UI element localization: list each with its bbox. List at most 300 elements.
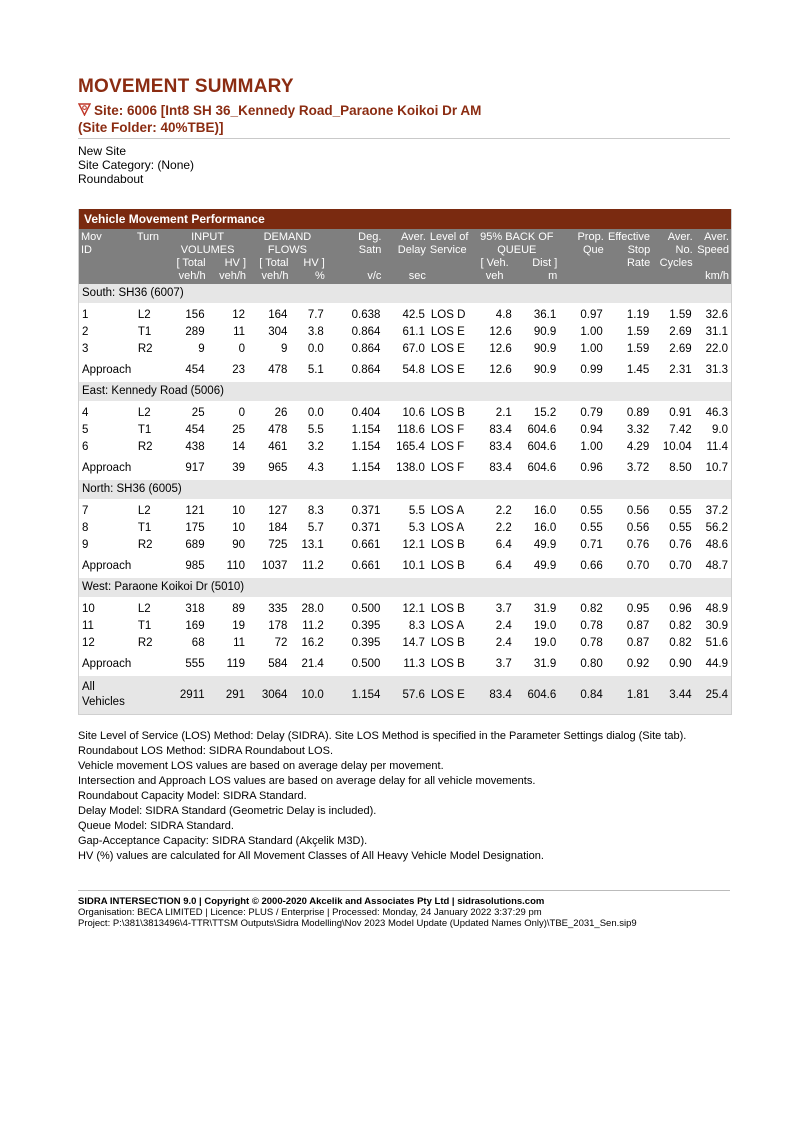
- table-cell: 0.87: [626, 620, 650, 632]
- table-cell: 68: [191, 637, 205, 649]
- approach-total-row: [79, 358, 731, 382]
- col-header: Level of: [428, 229, 474, 244]
- table-cell: 54.8: [402, 364, 425, 376]
- table-cell: LOS A: [430, 620, 465, 632]
- col-header: km/h: [695, 270, 731, 284]
- table-cell: 32.6: [705, 309, 728, 321]
- table-cell: 8.3: [307, 505, 324, 517]
- table-cell: 21.4: [301, 658, 324, 670]
- site-info-line: New Site: [78, 144, 127, 158]
- table-cell: 1037: [261, 560, 288, 572]
- table-cell: 61.1: [402, 326, 425, 338]
- table-cell: 2.31: [669, 364, 692, 376]
- table-cell: 0.0: [307, 343, 324, 355]
- table-cell: 1: [82, 309, 89, 321]
- table-cell: 1.45: [626, 364, 650, 376]
- table-cell: LOS B: [430, 407, 465, 419]
- table-cell: 16.0: [533, 505, 557, 517]
- table-cell: 44.9: [705, 658, 728, 670]
- col-header: Speed: [695, 244, 731, 257]
- table-cell: 3.32: [626, 424, 650, 436]
- table-cell: 83.4: [489, 441, 512, 453]
- table-cell: 12.6: [489, 343, 512, 355]
- table-cell: 3.8: [307, 326, 324, 338]
- table-cell: 72: [274, 637, 288, 649]
- table-cell: 3.72: [626, 462, 650, 474]
- table-cell: 10.04: [662, 441, 692, 453]
- table-cell: 0.371: [351, 505, 381, 517]
- table-cell: 438: [185, 441, 205, 453]
- table-cell: 9.0: [712, 424, 728, 436]
- table-cell: 2.4: [495, 637, 512, 649]
- table-cell: 6.4: [495, 560, 512, 572]
- col-header: veh: [474, 270, 514, 284]
- table-cell: 0.78: [580, 637, 603, 649]
- table-cell: R2: [137, 539, 153, 551]
- table-title: Vehicle Movement Performance: [79, 209, 731, 229]
- table-cell: 5: [82, 424, 89, 436]
- table-cell: 11: [82, 620, 94, 632]
- table-cell: 291: [208, 676, 248, 714]
- table-cell: Approach: [82, 560, 132, 572]
- table-cell: L2: [137, 603, 151, 615]
- table-cell: 478: [268, 364, 288, 376]
- table-cell: 16.0: [533, 522, 557, 534]
- table-row: [79, 537, 731, 554]
- table-cell: 0.661: [351, 539, 381, 551]
- approach-total-row: [79, 456, 731, 480]
- table-cell: 0.56: [626, 522, 650, 534]
- table-cell: 90.9: [533, 326, 557, 338]
- table-cell: 175: [185, 522, 205, 534]
- table-cell: 138.0: [396, 462, 425, 474]
- table-cell: 5.1: [307, 364, 324, 376]
- col-header: ID: [79, 244, 135, 257]
- table-cell: 0.864: [351, 326, 381, 338]
- table-row: [79, 635, 731, 652]
- roundabout-site-icon: [78, 103, 91, 120]
- table-cell: LOS F: [430, 424, 465, 436]
- col-header: FLOWS: [248, 244, 327, 257]
- table-cell: 8.3: [408, 620, 425, 632]
- table-cell: 0.70: [626, 560, 650, 572]
- table-cell: 0.84: [559, 676, 605, 714]
- table-cell: 0: [238, 407, 246, 419]
- table-cell: R2: [137, 637, 153, 649]
- table-cell: LOS B: [430, 637, 465, 649]
- table-cell: 0.864: [351, 343, 381, 355]
- table-cell: LOS B: [430, 603, 465, 615]
- table-cell: 57.6: [383, 676, 427, 714]
- site-folder: (Site Folder: 40%TBE)]: [78, 120, 224, 135]
- all-label-line: All: [82, 681, 95, 693]
- site-info-line: Roundabout: [78, 172, 144, 186]
- table-cell: 46.3: [705, 407, 728, 419]
- table-cell: 83.4: [474, 676, 514, 714]
- col-header: [428, 257, 474, 270]
- col-header: [79, 270, 135, 284]
- site-info: [78, 144, 730, 186]
- table-cell: 0.76: [669, 539, 692, 551]
- table-cell: 5.5: [307, 424, 324, 436]
- table-cell: 1.00: [580, 326, 603, 338]
- table-cell: LOS A: [430, 505, 465, 517]
- table-cell: 1.154: [351, 462, 381, 474]
- table-cell: 12: [82, 637, 95, 649]
- table-cell: 121: [185, 505, 205, 517]
- table-cell: [135, 652, 167, 676]
- col-header: Prop.: [559, 229, 605, 244]
- table-cell: LOS E: [430, 343, 465, 355]
- col-header: [383, 257, 427, 270]
- table-cell: 0.90: [669, 658, 692, 670]
- col-header: [135, 270, 167, 284]
- table-cell: 31.9: [533, 658, 557, 670]
- table-row: [79, 405, 731, 422]
- table-cell: 0.96: [580, 462, 603, 474]
- table-cell: 3.2: [307, 441, 324, 453]
- note-line: Delay Model: SIDRA Standard (Geometric Delay is included).: [78, 805, 377, 817]
- site-heading: [78, 103, 730, 136]
- col-header: Rate: [606, 257, 652, 270]
- table-cell: 11: [233, 326, 246, 338]
- col-header: [ Total: [248, 257, 290, 270]
- table-cell: 0.0: [307, 407, 324, 419]
- table-cell: 90.9: [533, 343, 557, 355]
- table-cell: 0.99: [580, 364, 603, 376]
- table-cell: [135, 358, 167, 382]
- table-cell: R2: [137, 343, 153, 355]
- table-cell: 8.50: [669, 462, 692, 474]
- approach-group-header: [79, 284, 731, 303]
- table-cell: 0.80: [580, 658, 603, 670]
- table-cell: 689: [185, 539, 205, 551]
- col-header: [559, 257, 605, 270]
- note-line: Roundabout Capacity Model: SIDRA Standard.: [78, 790, 307, 802]
- col-header: VOLUMES: [167, 244, 248, 257]
- col-header: veh/h: [167, 270, 207, 284]
- table-cell: 127: [268, 505, 288, 517]
- table-cell: 118.6: [396, 424, 425, 436]
- table-cell: 1.154: [327, 676, 384, 714]
- table-cell: 31.9: [533, 603, 557, 615]
- table-header: [79, 229, 731, 284]
- table-cell: 36.1: [533, 309, 557, 321]
- table-row: [79, 439, 731, 456]
- table-cell: 604.6: [515, 676, 559, 714]
- col-header: Effective: [606, 229, 652, 244]
- table-cell: 1.59: [626, 343, 650, 355]
- approach-name: West: Paraone Koikoi Dr (5010): [79, 578, 731, 597]
- table-row: [79, 324, 731, 341]
- col-header: veh/h: [248, 270, 290, 284]
- movement-table: [79, 229, 731, 714]
- table-cell: 10.7: [705, 462, 728, 474]
- table-cell: 169: [185, 620, 205, 632]
- table-cell: T1: [137, 424, 152, 436]
- table-cell: 15.2: [533, 407, 557, 419]
- table-cell: 26: [274, 407, 288, 419]
- col-header: No.: [652, 244, 694, 257]
- table-cell: 7: [82, 505, 89, 517]
- table-cell: 0.82: [580, 603, 603, 615]
- table-cell: 2.4: [495, 620, 512, 632]
- table-cell: 478: [268, 424, 288, 436]
- table-cell: 48.6: [705, 539, 728, 551]
- all-vehicles-row: [79, 676, 731, 714]
- table-cell: LOS B: [430, 539, 465, 551]
- table-cell: 0: [238, 343, 246, 355]
- table-cell: Approach: [82, 462, 132, 474]
- table-body: [79, 284, 731, 714]
- table-cell: 1.59: [626, 326, 650, 338]
- table-cell: 1.59: [669, 309, 692, 321]
- table-cell: 48.7: [705, 560, 728, 572]
- table-cell: 67.0: [402, 343, 425, 355]
- footer-organisation: Organisation: BECA LIMITED | Licence: PLUS / Enterprise | Processed: Monday, 24 January 2022 3:37:29 pm: [78, 907, 542, 918]
- table-cell: 0.500: [351, 603, 381, 615]
- col-header: 95% BACK OF: [474, 229, 559, 244]
- site-info-line: Site Category: (None): [78, 158, 195, 172]
- note-line: Queue Model: SIDRA Standard.: [78, 820, 234, 832]
- table-cell: 1.19: [626, 309, 650, 321]
- approach-name: North: SH36 (6005): [79, 480, 731, 499]
- table-cell: 11: [233, 637, 246, 649]
- table-cell: 12.1: [402, 603, 425, 615]
- table-cell: 965: [268, 462, 288, 474]
- approach-group-header: [79, 578, 731, 597]
- table-cell: 0.404: [351, 407, 381, 419]
- table-cell: 304: [268, 326, 288, 338]
- table-cell: 10.6: [402, 407, 425, 419]
- table-cell: 12.6: [489, 326, 512, 338]
- table-cell: 0.92: [626, 658, 650, 670]
- table-cell: 12: [232, 309, 246, 321]
- table-cell: 11.4: [706, 441, 728, 453]
- footer-project: Project: P:\381\3813496\4-TTR\TTSM Outputs\Sidra Modelling\Nov 2023 Model Update (Updated Names Only)\TBE_2031_Sen.sip9: [78, 918, 637, 929]
- col-header: [428, 270, 474, 284]
- approach-total-row: [79, 554, 731, 578]
- table-cell: 0.78: [580, 620, 603, 632]
- table-cell: 0.82: [669, 620, 692, 632]
- table-cell: 0.79: [580, 407, 603, 419]
- col-header: Deg.: [327, 229, 384, 244]
- col-header: [ Veh.: [474, 257, 514, 270]
- site-name: Site: 6006 [Int8 SH 36_Kennedy Road_Paraone Koikoi Dr AM: [94, 103, 482, 118]
- table-cell: 10: [232, 505, 246, 517]
- table-cell: 14.7: [402, 637, 425, 649]
- table-cell: 184: [268, 522, 288, 534]
- table-cell: 0.55: [669, 522, 692, 534]
- col-header: [327, 257, 384, 270]
- table-cell: [135, 554, 167, 578]
- table-cell: 5.7: [307, 522, 324, 534]
- table-cell: 4.29: [626, 441, 650, 453]
- table-cell: 3: [82, 343, 89, 355]
- col-header: v/c: [327, 270, 384, 284]
- table-cell: 0.89: [626, 407, 650, 419]
- approach-name: East: Kennedy Road (5006): [79, 382, 731, 401]
- table-cell: 110: [226, 560, 246, 572]
- table-cell: 0.97: [580, 309, 603, 321]
- table-cell: 0.82: [669, 637, 692, 649]
- col-header: Cycles: [652, 257, 694, 270]
- table-cell: LOS B: [430, 560, 465, 572]
- table-cell: 9: [198, 343, 205, 355]
- table-cell: T1: [137, 522, 152, 534]
- note-line: Site Level of Service (LOS) Method: Delay (SIDRA). Site LOS Method is specified in the Parameter Settings dialog (Site tab).: [78, 730, 687, 742]
- table-cell: 0.96: [669, 603, 692, 615]
- table-cell: 2.2: [495, 505, 512, 517]
- col-header: Aver.: [383, 229, 427, 244]
- table-cell: 4: [82, 407, 89, 419]
- method-notes: [78, 729, 730, 864]
- table-cell: 0.66: [580, 560, 603, 572]
- table-cell: 725: [268, 539, 288, 551]
- col-header: INPUT: [167, 229, 248, 244]
- table-cell: 90: [232, 539, 246, 551]
- col-header: [652, 270, 694, 284]
- table-cell: 90.9: [533, 364, 557, 376]
- table-cell: Approach: [82, 364, 132, 376]
- table-cell: 42.5: [402, 309, 425, 321]
- approach-group-header: [79, 480, 731, 499]
- col-header: m: [515, 270, 559, 284]
- col-header: HV ]: [290, 257, 326, 270]
- approach-total-row: [79, 652, 731, 676]
- table-cell: 11.3: [403, 658, 425, 670]
- all-label-line: Vehicles: [82, 696, 125, 708]
- table-cell: 0.55: [580, 522, 603, 534]
- table-cell: 14: [232, 441, 246, 453]
- table-cell: 165.4: [396, 441, 425, 453]
- table-cell: LOS E: [430, 364, 465, 376]
- table-cell: 89: [232, 603, 246, 615]
- table-cell: 8: [82, 522, 89, 534]
- table-cell: 39: [232, 462, 246, 474]
- table-cell: LOS B: [430, 658, 465, 670]
- note-line: HV (%) values are calculated for All Movement Classes of All Heavy Vehicle Model Designation.: [78, 850, 544, 862]
- footer-copyright: SIDRA INTERSECTION 9.0 | Copyright © 2000-2020 Akcelik and Associates Pty Ltd | sidrasolutions.com: [78, 896, 545, 907]
- col-header: Turn: [135, 229, 167, 244]
- all-vehicles-label: [79, 676, 167, 714]
- table-cell: 11.2: [302, 620, 324, 632]
- table-row: [79, 503, 731, 520]
- table-cell: 83.4: [489, 424, 512, 436]
- col-header: HV ]: [208, 257, 248, 270]
- col-header: [559, 270, 605, 284]
- table-cell: 604.6: [527, 462, 557, 474]
- col-header: [ Total: [167, 257, 207, 270]
- table-cell: 454: [185, 364, 205, 376]
- table-cell: LOS A: [430, 522, 465, 534]
- note-line: Gap-Acceptance Capacity: SIDRA Standard (Akçelik M3D).: [78, 835, 368, 847]
- table-cell: 25: [232, 424, 246, 436]
- table-cell: 0.71: [580, 539, 603, 551]
- table-cell: 5.3: [408, 522, 425, 534]
- table-cell: 2.69: [669, 326, 692, 338]
- page-title: MOVEMENT SUMMARY: [78, 76, 294, 97]
- report-page: [78, 76, 730, 929]
- table-cell: 156: [185, 309, 205, 321]
- note-line: Intersection and Approach LOS values are based on average delay for all vehicle movements.: [78, 775, 536, 787]
- col-header: Stop: [606, 244, 652, 257]
- table-cell: 1.00: [580, 441, 603, 453]
- table-cell: 48.9: [705, 603, 728, 615]
- table-cell: 0.94: [580, 424, 603, 436]
- table-cell: 37.2: [705, 505, 728, 517]
- table-cell: 0.395: [351, 637, 381, 649]
- table-row: [79, 307, 731, 324]
- table-cell: LOS E: [428, 676, 474, 714]
- table-cell: 83.4: [489, 462, 512, 474]
- table-cell: 5.5: [408, 505, 425, 517]
- table-cell: 7.7: [307, 309, 324, 321]
- table-cell: 2: [82, 326, 89, 338]
- table-cell: 289: [185, 326, 205, 338]
- table-cell: 0.371: [351, 522, 381, 534]
- col-header: Delay: [383, 244, 427, 257]
- col-header: Que: [559, 244, 605, 257]
- table-cell: 555: [185, 658, 205, 670]
- table-cell: 0.500: [351, 658, 381, 670]
- col-header: sec: [383, 270, 427, 284]
- table-cell: 0.395: [351, 620, 381, 632]
- table-cell: 917: [185, 462, 205, 474]
- table-cell: 0.91: [669, 407, 692, 419]
- approach-name: South: SH36 (6007): [79, 284, 731, 303]
- table-cell: 25: [191, 407, 205, 419]
- col-header: QUEUE: [474, 244, 559, 257]
- table-cell: 1.81: [606, 676, 652, 714]
- table-cell: 51.6: [705, 637, 728, 649]
- table-cell: 12.6: [489, 364, 512, 376]
- table-cell: 119: [226, 658, 246, 670]
- col-header: [695, 257, 731, 270]
- table-cell: 16.2: [301, 637, 324, 649]
- col-header: veh/h: [208, 270, 248, 284]
- table-cell: LOS D: [430, 309, 466, 321]
- table-cell: L2: [137, 505, 151, 517]
- table-cell: 10.0: [290, 676, 326, 714]
- table-cell: 1.154: [351, 441, 381, 453]
- table-cell: 1.154: [351, 424, 381, 436]
- table-cell: 30.9: [705, 620, 728, 632]
- table-cell: 10.1: [402, 560, 425, 572]
- table-cell: 13.1: [301, 539, 324, 551]
- note-line: Roundabout LOS Method: SIDRA Roundabout LOS.: [78, 745, 333, 757]
- table-cell: 3.7: [495, 603, 512, 615]
- table-cell: 584: [268, 658, 288, 670]
- table-cell: 0.55: [580, 505, 603, 517]
- table-cell: 461: [268, 441, 288, 453]
- table-cell: 10: [82, 603, 95, 615]
- table-cell: 4.8: [495, 309, 512, 321]
- table-cell: 49.9: [533, 560, 557, 572]
- table-cell: 10: [232, 522, 246, 534]
- table-cell: 19.0: [533, 620, 557, 632]
- col-header: Service: [428, 244, 474, 257]
- table-cell: 6.4: [495, 539, 512, 551]
- vehicle-movement-table: [78, 209, 732, 715]
- table-cell: 56.2: [705, 522, 728, 534]
- approach-group-header: [79, 382, 731, 401]
- table-cell: 2.69: [669, 343, 692, 355]
- table-cell: 3.44: [652, 676, 694, 714]
- table-cell: 49.9: [533, 539, 557, 551]
- table-cell: 28.0: [301, 603, 324, 615]
- table-cell: Approach: [82, 658, 132, 670]
